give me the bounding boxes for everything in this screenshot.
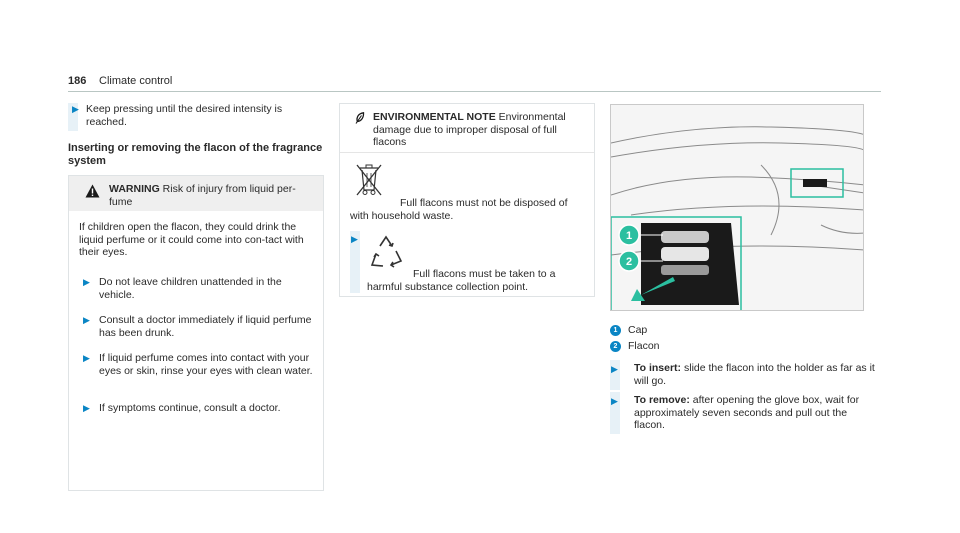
page-header — [68, 74, 881, 92]
legend — [610, 324, 880, 356]
env-summary: Environmental damage due to improper disposal of full flacons — [373, 111, 566, 148]
list-item: ▶ If liquid perfume comes into contact with your eyes or skin, rinse your eyes with clean water. — [83, 352, 313, 377]
callout-number: 1 — [610, 325, 621, 336]
warning-triangle-icon — [85, 184, 100, 198]
subheading: Inserting or removing the flacon of the fragrance system — [68, 142, 323, 167]
arrow-right-icon: ▶ — [72, 104, 79, 114]
page-number: 186 — [68, 75, 87, 87]
insert-step — [610, 362, 875, 387]
recycle-text: Full flacons must be taken to a harmful substance collection point. — [367, 268, 556, 293]
intro-step-text: Keep pressing until the desired intensity is reached. — [86, 103, 283, 128]
recycle-step — [350, 231, 588, 293]
env-title: ENVIRONMENTAL NOTE — [373, 111, 496, 123]
list-item: ▶ Consult a doctor immediately if liquid perfume has been drunk. — [83, 314, 312, 339]
arrow-right-icon: ▶ — [83, 315, 90, 325]
remove-step — [610, 394, 875, 432]
warning-body: If children open the flacon, they could drink the liquid perfume or it could come into con-tact with their eyes. — [79, 221, 304, 258]
glovebox-illustration — [610, 104, 864, 311]
remove-text: after opening the glove box, wait for approximately seven seconds and pull out the flacon. — [634, 394, 860, 431]
glovebox-drawing — [611, 105, 864, 311]
list-item: ▶ Do not leave children unattended in the vehicle. — [83, 276, 282, 301]
svg-text:1: 1 — [625, 230, 633, 242]
insert-text: slide the flacon into the holder as far as it will go. — [634, 362, 875, 387]
list-item: ▶ If symptoms continue, consult a doctor. — [83, 402, 281, 414]
env-header — [340, 104, 594, 153]
arrow-right-icon: ▶ — [611, 364, 618, 374]
environmental-note-box — [339, 103, 595, 297]
section-title: Climate control — [99, 75, 173, 87]
warning-header — [69, 176, 323, 211]
legend-label: Flacon — [628, 340, 660, 352]
warning-steps — [79, 276, 315, 422]
insert-label: To insert: — [634, 362, 682, 374]
arrow-right-icon: ▶ — [351, 234, 358, 244]
crossed-bin-icon — [354, 162, 384, 197]
environment-leaf-icon — [355, 112, 365, 124]
arrow-right-icon: ▶ — [611, 396, 618, 406]
warning-summary: Risk of injury from liquid per-fume — [109, 183, 296, 208]
legend-item — [610, 324, 880, 340]
warning-title: WARNING — [109, 183, 160, 195]
intro-step — [68, 103, 324, 128]
bin-text: Full flacons must not be disposed of with household waste. — [350, 197, 568, 222]
svg-text:2: 2 — [625, 256, 633, 268]
callout-number: 2 — [610, 341, 621, 352]
legend-item — [610, 340, 880, 356]
remove-label: To remove: — [634, 394, 690, 406]
recycle-icon — [366, 233, 406, 273]
arrow-right-icon: ▶ — [83, 277, 90, 287]
arrow-right-icon: ▶ — [83, 353, 90, 363]
arrow-right-icon: ▶ — [83, 403, 90, 413]
warning-box — [68, 175, 324, 491]
legend-label: Cap — [628, 324, 648, 336]
